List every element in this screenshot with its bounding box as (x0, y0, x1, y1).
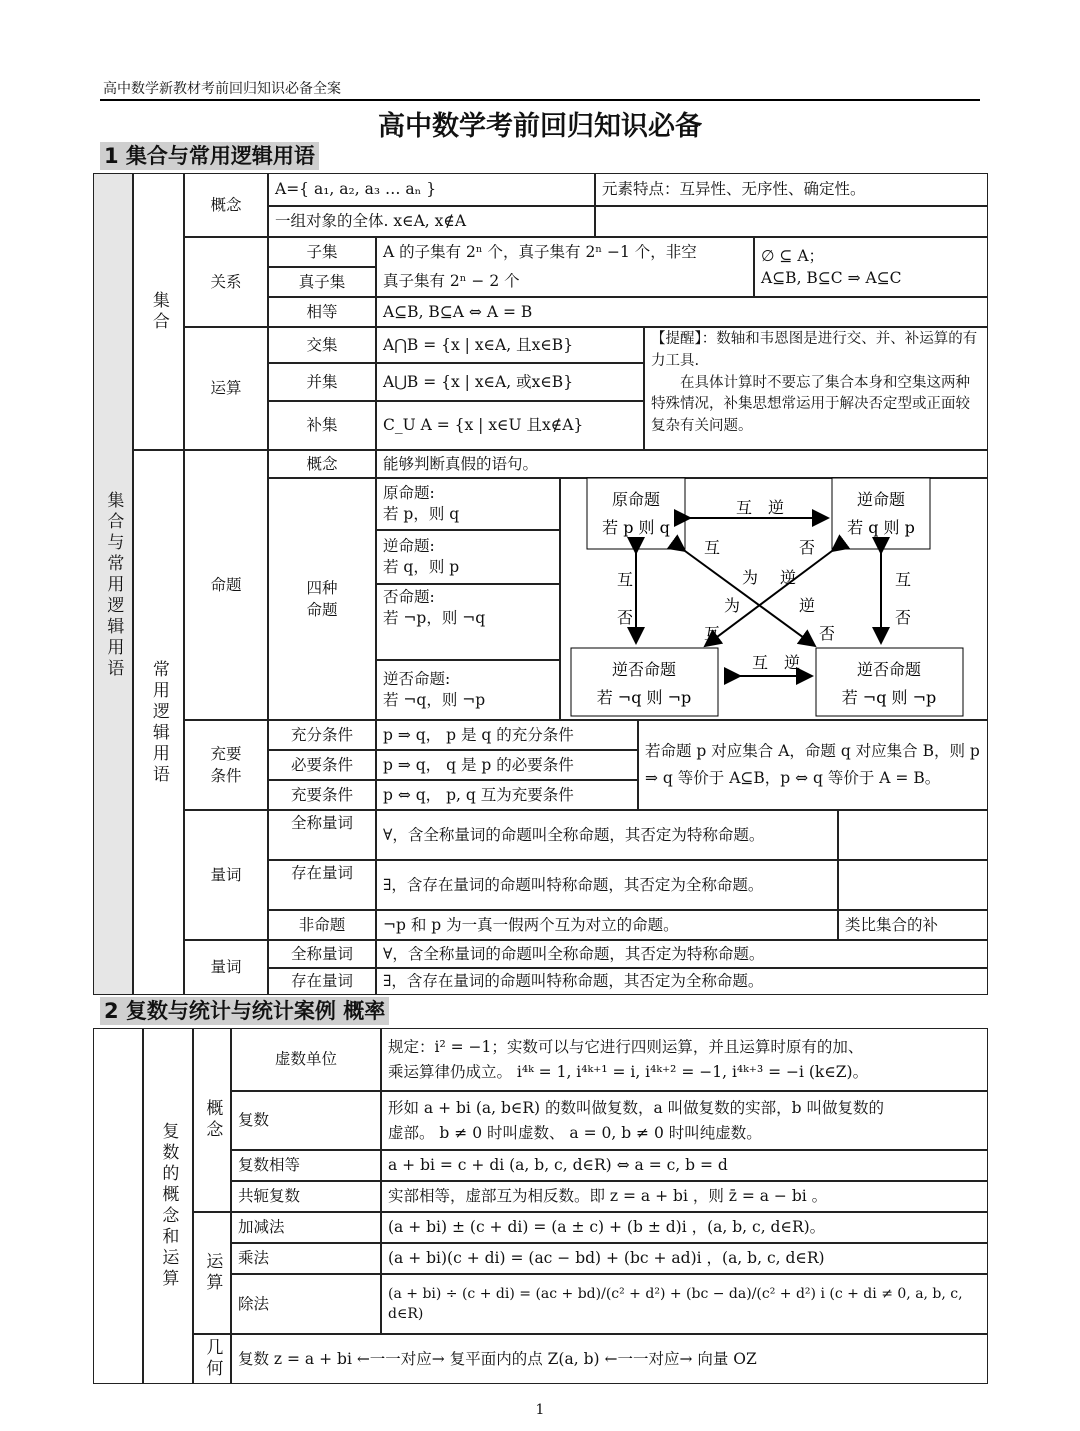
header-rule (100, 99, 980, 101)
complex-text-line-1: 形如 a + bi (a, b∈R) 的数叫做复数，a 叫做复数的实部，b 叫做复数的 (388, 1098, 885, 1117)
negation-label: 非命题 (268, 910, 376, 940)
imag-text-line-2: 乘运算律仍成立。 i⁴ᵏ = 1, i⁴ᵏ⁺¹ = i, i⁴ᵏ⁺² = −1, i⁴ᵏ⁺³ = −i (k∈Z)。 (388, 1062, 869, 1081)
box-converse-title: 逆命题 (856, 490, 906, 509)
set-definition: A={ a₁, a₂, a₃ … aₙ } (268, 173, 595, 206)
prop-concept-text: 能够判断真假的语句。 (376, 450, 988, 478)
tip-line-1: 【提醒】：数轴和韦恩图是进行交、并、补运算的有力工具. (651, 331, 978, 369)
page-title: 高中数学考前回归知识必备 (378, 111, 702, 142)
section-2-heading: 2 复数与统计与统计案例 概率 (100, 997, 389, 1025)
conjugate-label: 共轭复数 (231, 1181, 381, 1212)
complement-label: 补集 (268, 401, 376, 450)
proper-subset-text: 真子集有 2ⁿ − 2 个 (376, 267, 754, 297)
conjugate-text: 实部相等，虚部互为相反数。即 z = a + bi ，则 z̄ = a − bi 。 (381, 1181, 988, 1212)
relation-notes (754, 237, 988, 297)
label-x-ni1: 逆 (779, 568, 797, 587)
label-x-hu2: 互 (703, 624, 721, 643)
label-x-fou1: 否 (798, 538, 816, 557)
transitive-note: A⊆B, B⊆C ⇒ A⊆C (761, 269, 902, 287)
inverse-title: 否命题: (383, 588, 435, 606)
existential2-label: 存在量词 (268, 968, 376, 995)
addsub-text: (a + bi) ± (c + di) = (a ± c) + (b ± d)i ，(a, b, c, d∈R)。 (381, 1212, 988, 1243)
prop-concept-label: 概念 (268, 450, 376, 478)
necessary-label: 必要条件 (268, 750, 376, 780)
sufficient-label: 充分条件 (268, 720, 376, 750)
imag-unit-label: 虚数单位 (231, 1028, 381, 1091)
existential-label: 存在量词 (268, 860, 376, 910)
mul-text: (a + bi)(c + di) = (ac − bd) + (bc + ad)i ，(a, b, c, d∈R) (381, 1243, 988, 1274)
mul-label: 乘法 (231, 1243, 381, 1274)
label-top: 互 逆 (735, 498, 785, 517)
converse-text: 若 q，则 p (383, 558, 460, 576)
inverse-text: 若 ¬p，则 ¬q (383, 608, 486, 627)
addsub-label: 加减法 (231, 1212, 381, 1243)
condition-label-text: 充要条件 (210, 744, 242, 785)
box-inverse-text: 若 ¬q 则 ¬p (596, 688, 692, 707)
page-number: 1 (535, 1402, 545, 1418)
union-text: A⋃B = {x | x∈A, 或x∈B} (376, 363, 644, 401)
existential2-text: ∃，含存在量词的命题叫特称命题，其否定为全称命题。 (376, 968, 988, 995)
label-bottom: 互 逆 (751, 653, 801, 672)
condition-label (184, 720, 268, 810)
section-1-heading: 1 集合与常用逻辑用语 (100, 142, 319, 170)
complex-geo-label: 几何 (193, 1334, 231, 1384)
box-contra-text: 若 ¬q 则 ¬p (841, 688, 937, 707)
imag-text-line-1: 规定：i² = −1；实数可以与它进行四则运算，并且运算时原有的加、 (388, 1037, 864, 1056)
box-original (587, 478, 685, 549)
label-right-1: 互 (894, 570, 912, 589)
concept-label: 概念 (184, 173, 268, 237)
empty-cell (838, 810, 988, 860)
tip-line-2: 在具体计算时不要忘了集合本身和空集这两种特殊情况，补集思想常运用于解决否定型或正面较复杂有关问题。 (651, 374, 970, 434)
geometry-text: 复数 z = a + bi ←一一对应→ 复平面内的点 Z(a, b) ←一一对应→ 向量 OZ (231, 1334, 988, 1384)
quantifier-label: 量词 (184, 810, 268, 940)
div-text: (a + bi) ÷ (c + di) = (ac + bd)/(c² + d²) + (bc − da)/(c² + d²) i (c + di ≠ 0, a, b, c, d∈R) (381, 1274, 988, 1334)
union-label: 并集 (268, 363, 376, 401)
equal-complex-label: 复数相等 (231, 1150, 381, 1181)
complement-text: C_U A = {x | x∈U 且x∉A} (376, 401, 644, 450)
complex-text (381, 1091, 988, 1150)
universal-text: ∀，含全称量词的命题叫全称命题，其否定为特称命题。 (376, 810, 838, 860)
original-prop (376, 478, 560, 530)
complex-op-label: 运算 (193, 1212, 231, 1334)
four-propositions-diagram (560, 473, 988, 720)
box-converse-text: 若 q 则 p (847, 518, 915, 537)
inverse-prop (376, 584, 560, 660)
quantifier2-label: 量词 (184, 940, 268, 995)
complex-text-line-2: 虚部。 b ≠ 0 时叫虚数、 a = 0, b ≠ 0 时叫纯虚数。 (388, 1123, 762, 1142)
universal2-text: ∀，含全称量词的命题叫全称命题，其否定为特称命题。 (376, 940, 988, 968)
outer-label: 集合与常用逻辑用语 (103, 490, 124, 680)
label-x-fou2: 否 (818, 624, 836, 643)
box-contra-title: 逆否命题 (856, 660, 922, 679)
subset-label: 子集 (268, 237, 376, 267)
universal-label: 全称量词 (268, 810, 376, 860)
four-propositions-label (268, 478, 376, 720)
contra-title: 逆否命题: (383, 670, 451, 689)
sec2-left-column (93, 1028, 143, 1384)
negation-text: ¬p 和 p 为一真一假两个互为对立的命题。 (376, 910, 838, 940)
four-label-text: 四种命题 (306, 578, 338, 619)
box-inverse-title: 逆否命题 (611, 660, 677, 679)
proposition-label: 命题 (184, 450, 268, 720)
universal2-label: 全称量词 (268, 940, 376, 968)
label-right-2: 否 (894, 608, 912, 627)
empty-set-note: ∅ ⊆ A； (761, 246, 825, 265)
subset-text: A 的子集有 2ⁿ 个，真子集有 2ⁿ −1 个，非空 (376, 237, 754, 267)
label-x-hu1: 互 (703, 538, 721, 557)
contrapositive-prop (376, 660, 560, 720)
box-original-text: 若 p 则 q (602, 518, 670, 537)
intersection-label: 交集 (268, 327, 376, 363)
imag-unit-text (381, 1028, 988, 1091)
equal-text: A⊆B, B⊆A ⇔ A = B (376, 297, 988, 327)
label-left-2: 否 (616, 608, 634, 627)
set-label: 集合 (133, 173, 184, 450)
element-features: 元素特点：互异性、无序性、确定性。 (595, 173, 988, 206)
condition-note: 若命题 p 对应集合 A，命题 q 对应集合 B，则 p ⇒ q 等价于 A⊆B，p ⇔ q 等价于 A = B。 (638, 720, 988, 810)
label-x-wei1: 为 (741, 568, 759, 587)
original-title: 原命题: (383, 484, 435, 503)
set-description: 一组对象的全体. x∈A, x∉A (268, 206, 595, 237)
existential-text: ∃，含存在量词的命题叫特称命题，其否定为全称命题。 (376, 860, 838, 910)
label-x-ni2: 逆 (798, 596, 816, 615)
logic-label: 常用逻辑用语 (133, 450, 184, 995)
contra-text: 若 ¬q，则 ¬p (383, 691, 486, 709)
necessary-text: p ⇒ q， q 是 p 的必要条件 (376, 750, 638, 780)
empty-cell (838, 860, 988, 910)
operation-tip (644, 327, 988, 450)
intersection-text: A⋂B = {x | x∈A, 且x∈B} (376, 327, 644, 363)
operation-label: 运算 (184, 327, 268, 450)
negation-note: 类比集合的补 (838, 910, 988, 940)
complex-concept-label: 概念 (193, 1028, 231, 1212)
box-original-title: 原命题 (611, 490, 661, 509)
label-left-1: 互 (616, 570, 634, 589)
complex-outer-label: 复数的概念和运算 (143, 1028, 193, 1384)
proper-subset-label: 真子集 (268, 267, 376, 297)
running-header: 高中数学新教材考前回归知识必备全案 (103, 81, 341, 97)
converse-prop (376, 530, 560, 584)
iff-label: 充要条件 (268, 780, 376, 810)
box-converse (832, 478, 930, 549)
converse-title: 逆命题: (383, 537, 435, 556)
label-x-wei2: 为 (723, 596, 741, 615)
complex-label: 复数 (231, 1091, 381, 1150)
iff-text: p ⇔ q， p, q 互为充要条件 (376, 780, 638, 810)
equal-label: 相等 (268, 297, 376, 327)
div-label: 除法 (231, 1274, 381, 1334)
empty-cell (595, 206, 988, 237)
relation-label: 关系 (184, 237, 268, 327)
equal-complex-text: a + bi = c + di (a, b, c, d∈R) ⇔ a = c, b = d (381, 1150, 988, 1181)
sufficient-text: p ⇒ q， p 是 q 的充分条件 (376, 720, 638, 750)
original-text: 若 p，则 q (383, 505, 460, 523)
